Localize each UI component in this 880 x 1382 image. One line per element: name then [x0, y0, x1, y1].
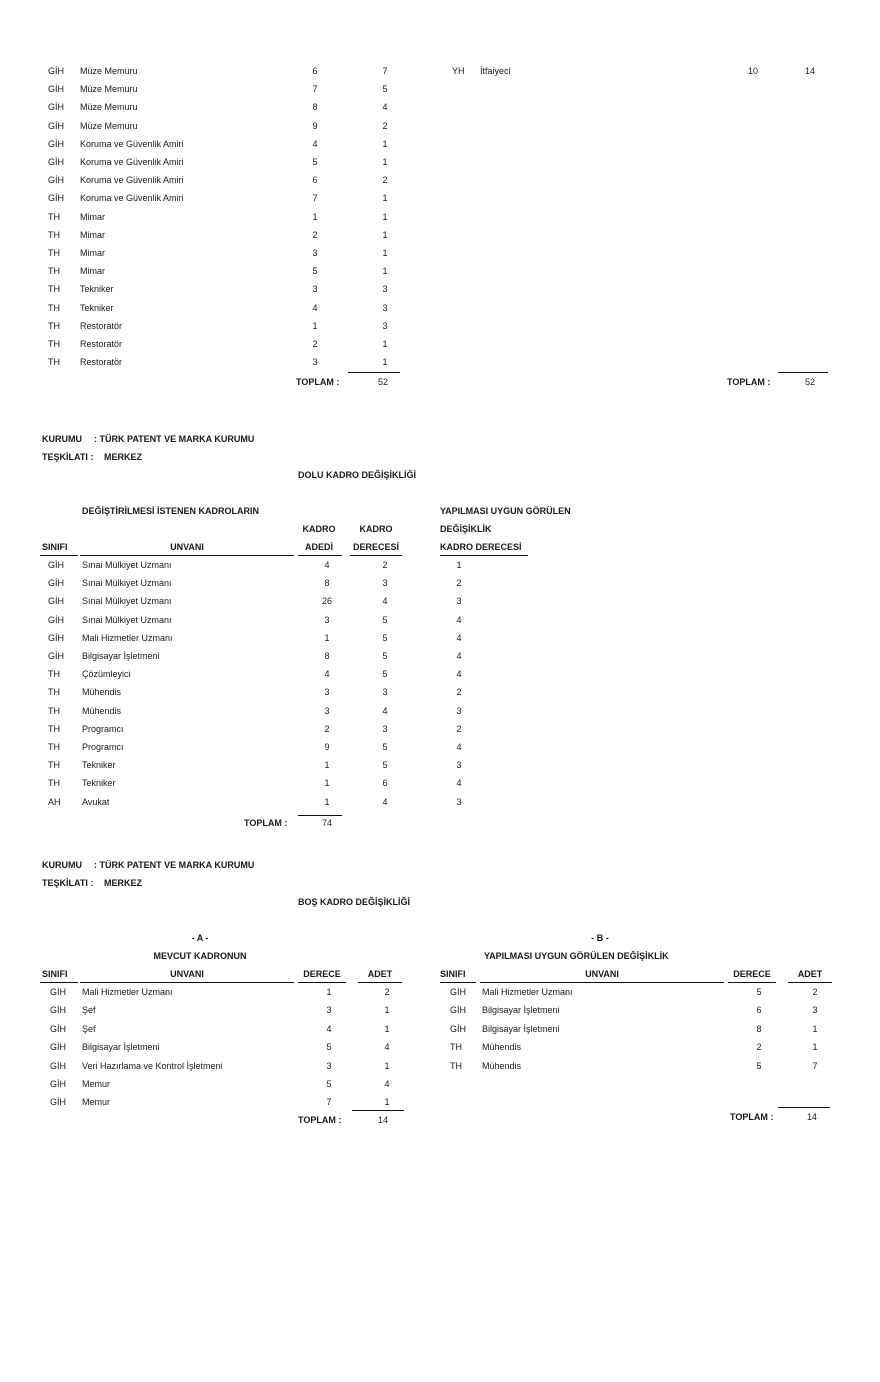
section2-total-label: TOPLAM : — [244, 818, 288, 828]
adedi-cell: 3 — [324, 614, 330, 625]
a-col-derece: DERECE — [303, 969, 341, 979]
derecesi-cell: 4 — [382, 705, 388, 716]
sinifi-cell: GİH — [48, 578, 65, 589]
unvani-cell: Mimar — [80, 229, 105, 240]
unvani-cell: Müze Memuru — [80, 66, 138, 76]
a-header-rule-adet — [358, 982, 402, 983]
unvani-cell: Tekniker — [82, 778, 116, 789]
unvani-cell: Mimar — [80, 266, 105, 277]
b-total-value: 14 — [806, 1112, 817, 1122]
new-derece-cell: 3 — [456, 705, 462, 716]
sinifi-cell: GİH — [50, 1079, 67, 1089]
derece-cell: 2 — [312, 339, 318, 349]
derecesi-cell: 5 — [382, 760, 388, 771]
derece-cell: 7 — [326, 1097, 332, 1108]
unvani-cell: Tekniker — [82, 760, 116, 771]
unvani-cell: Mali Hizmetler Uzmanı — [82, 987, 173, 997]
b-col-derece: DERECE — [733, 969, 771, 979]
derece-cell: 1 — [312, 320, 318, 331]
sinifi-cell: GİH — [48, 157, 65, 167]
derece-cell: 2 — [312, 229, 318, 240]
new-derece-cell: 4 — [456, 651, 462, 661]
b-col-adet: ADET — [797, 969, 823, 979]
unvani-cell: Müze Memuru — [80, 120, 138, 131]
adedi-cell: 1 — [324, 778, 330, 789]
col-kadro-1: KADRO — [302, 524, 336, 534]
a-col-sinifi: SINIFI — [42, 969, 68, 979]
derece-cell: 5 — [756, 1060, 762, 1071]
unvani-cell: Müze Memuru — [80, 84, 138, 95]
adet-cell: 1 — [382, 138, 388, 149]
derece-cell: 7 — [312, 84, 318, 95]
teskilati-value: MERKEZ — [104, 878, 142, 888]
unvani-cell: Memur — [82, 1079, 111, 1089]
sinifi-cell: TH — [450, 1042, 462, 1053]
adet-cell: 1 — [382, 339, 388, 349]
unvani-cell: Sınai Mülkiyet Uzmanı — [82, 578, 172, 589]
right-heading-line1: YAPILMASI UYGUN GÖRÜLEN — [440, 506, 571, 516]
derecesi-cell: 4 — [382, 796, 388, 807]
header-rule-unvani — [80, 555, 294, 556]
new-derece-cell: 1 — [456, 560, 462, 570]
col-kadro-2: KADRO — [359, 524, 393, 534]
sinifi-cell: TH — [48, 339, 60, 349]
sinifi-cell: TH — [48, 723, 60, 734]
unvani-cell: Programcı — [82, 723, 124, 734]
sinifi-cell: GİH — [48, 596, 65, 607]
unvani-cell: Bilgisayar İşletmeni — [482, 1005, 560, 1016]
header-rule-derecesi — [350, 555, 402, 556]
sinifi-cell: GİH — [50, 1023, 67, 1034]
kurumu-value: : TÜRK PATENT VE MARKA KURUMU — [94, 860, 255, 870]
header-rule-new-derece — [440, 555, 528, 556]
adedi-cell: 26 — [321, 596, 332, 607]
unvani-cell: Çözümleyici — [82, 669, 131, 680]
adedi-cell: 4 — [324, 669, 330, 680]
a-col-unvani: UNVANI — [170, 969, 204, 979]
derece-cell: 5 — [326, 1042, 332, 1053]
a-total-value: 14 — [377, 1115, 388, 1125]
b-col-unvani: UNVANI — [585, 969, 619, 979]
new-derece-cell: 2 — [456, 687, 462, 698]
sinifi-cell: TH — [48, 229, 60, 240]
col-adedi: ADEDİ — [304, 542, 333, 552]
new-derece-cell: 3 — [456, 596, 462, 607]
sinifi-cell: GİH — [48, 138, 65, 149]
derece-cell: 10 — [747, 66, 758, 76]
new-derece-cell: 3 — [456, 760, 462, 771]
adet-cell: 1 — [382, 193, 388, 204]
b-col-sinifi: SINIFI — [440, 969, 466, 979]
sinifi-cell: GİH — [48, 614, 65, 625]
section1-total-value-left: 52 — [377, 377, 388, 387]
b-header-rule-sinifi — [440, 982, 476, 983]
part-b-label: - B - — [591, 933, 609, 943]
new-derece-cell: 4 — [456, 742, 462, 752]
b-header-rule-unvani — [480, 982, 724, 983]
unvani-cell: Mali Hizmetler Uzmanı — [482, 987, 573, 997]
part-a-label: - A - — [191, 933, 209, 943]
derece-cell: 3 — [312, 357, 318, 368]
adedi-cell: 3 — [324, 687, 330, 698]
unvani-cell: Mühendis — [82, 687, 122, 698]
sinifi-cell: TH — [48, 778, 60, 789]
adet-cell: 2 — [382, 120, 388, 131]
sinifi-cell: GİH — [50, 1060, 67, 1071]
a-header-rule-sinifi — [40, 982, 78, 983]
sinifi-cell: GİH — [450, 987, 467, 997]
adet-cell: 5 — [382, 84, 388, 95]
derecesi-cell: 5 — [382, 651, 388, 661]
unvani-cell: Mali Hizmetler Uzmanı — [82, 632, 173, 643]
derecesi-cell: 3 — [382, 723, 388, 734]
kurumu-value: : TÜRK PATENT VE MARKA KURUMU — [94, 434, 255, 444]
derece-cell: 8 — [312, 102, 318, 113]
unvani-cell: Sınai Mülkiyet Uzmanı — [82, 614, 172, 625]
section1-total-rule-left — [348, 372, 400, 373]
sinifi-cell: GİH — [48, 102, 65, 113]
teskilati-value: MERKEZ — [104, 452, 142, 462]
section2-title: DOLU KADRO DEĞİŞİKLİĞİ — [298, 470, 417, 480]
derecesi-cell: 2 — [382, 560, 388, 570]
adedi-cell: 1 — [324, 632, 330, 643]
unvani-cell: Bilgisayar İşletmeni — [82, 1042, 160, 1053]
unvani-cell: Mühendis — [482, 1060, 522, 1071]
unvani-cell: Restoratör — [80, 357, 123, 368]
part-a-heading: MEVCUT KADRONUN — [153, 951, 247, 961]
unvani-cell: Bilgisayar İşletmeni — [482, 1023, 560, 1034]
unvani-cell: Programcı — [82, 742, 124, 752]
derece-cell: 5 — [312, 157, 318, 167]
unvani-cell: Mühendis — [82, 705, 122, 716]
col-derecesi: DERECESİ — [352, 542, 399, 552]
a-header-rule-unvani — [80, 982, 294, 983]
adet-cell: 1 — [382, 157, 388, 167]
derece-cell: 9 — [312, 120, 318, 131]
section1-total-value-right: 52 — [804, 377, 815, 387]
derece-cell: 1 — [326, 987, 332, 997]
b-header-rule-derece — [728, 982, 776, 983]
derece-cell: 8 — [756, 1023, 762, 1034]
sinifi-cell: TH — [48, 357, 60, 368]
teskilati-label: TEŞKİLATI : — [42, 878, 94, 888]
a-col-adet: ADET — [367, 969, 393, 979]
unvani-cell: Memur — [82, 1097, 111, 1108]
header-rule-adedi — [298, 555, 342, 556]
adet-cell: 1 — [384, 1005, 390, 1016]
sinifi-cell: TH — [48, 248, 60, 258]
derece-cell: 6 — [756, 1005, 762, 1016]
adet-cell: 2 — [382, 175, 388, 186]
derecesi-cell: 5 — [382, 742, 388, 752]
sinifi-cell: GİH — [50, 987, 67, 997]
unvani-cell: Koruma ve Güvenlik Amiri — [80, 157, 184, 167]
derece-cell: 5 — [312, 266, 318, 277]
adet-cell: 4 — [382, 102, 388, 113]
header-rule-sinifi — [40, 555, 78, 556]
adedi-cell: 8 — [324, 651, 330, 661]
adedi-cell: 1 — [324, 796, 330, 807]
adet-cell: 7 — [382, 66, 388, 76]
adet-cell: 1 — [384, 1097, 390, 1108]
kurumu-label: KURUMU — [42, 434, 82, 444]
new-derece-cell: 2 — [456, 578, 462, 589]
col-sinifi: SINIFI — [42, 542, 68, 552]
sinifi-cell: TH — [450, 1060, 462, 1071]
derece-cell: 1 — [312, 211, 318, 222]
sinifi-cell: TH — [48, 302, 60, 313]
new-derece-cell: 3 — [456, 796, 462, 807]
derecesi-cell: 5 — [382, 632, 388, 643]
new-derece-cell: 4 — [456, 669, 462, 680]
unvani-cell: Şef — [82, 1023, 96, 1034]
adet-cell: 14 — [804, 66, 815, 76]
unvani-cell: Mühendis — [482, 1042, 522, 1053]
kurumu-label: KURUMU — [42, 860, 82, 870]
derecesi-cell: 4 — [382, 596, 388, 607]
sinifi-cell: GİH — [48, 84, 65, 95]
new-derece-cell: 4 — [456, 778, 462, 789]
derece-cell: 5 — [756, 987, 762, 997]
adedi-cell: 2 — [324, 723, 330, 734]
derece-cell: 6 — [312, 66, 318, 76]
adet-cell: 3 — [382, 320, 388, 331]
sinifi-cell: GİH — [50, 1042, 67, 1053]
adet-cell: 3 — [382, 284, 388, 295]
unvani-cell: Avukat — [82, 796, 110, 807]
sinifi-cell: TH — [48, 284, 60, 295]
sinifi-cell: GİH — [48, 66, 65, 76]
sinifi-cell: YH — [452, 66, 465, 76]
a-header-rule-derece — [298, 982, 346, 983]
section1-total-label-left: TOPLAM : — [296, 377, 340, 387]
derece-cell: 3 — [326, 1060, 332, 1071]
adet-cell: 2 — [812, 987, 818, 997]
derecesi-cell: 5 — [382, 614, 388, 625]
unvani-cell: Restoratör — [80, 339, 123, 349]
adet-cell: 1 — [382, 211, 388, 222]
derecesi-cell: 3 — [382, 578, 388, 589]
unvani-cell: Bilgisayar İşletmeni — [82, 651, 160, 661]
a-total-rule — [352, 1110, 404, 1111]
b-header-rule-adet — [788, 982, 832, 983]
derece-cell: 2 — [756, 1042, 762, 1053]
section1-total-label-right: TOPLAM : — [727, 377, 771, 387]
unvani-cell: Sınai Mülkiyet Uzmanı — [82, 596, 172, 607]
derece-cell: 7 — [312, 193, 318, 204]
unvani-cell: Tekniker — [80, 302, 114, 313]
sinifi-cell: TH — [48, 266, 60, 277]
a-total-label: TOPLAM : — [298, 1115, 342, 1125]
unvani-cell: Müze Memuru — [80, 102, 138, 113]
derece-cell: 4 — [326, 1023, 332, 1034]
derece-cell: 4 — [312, 302, 318, 313]
adet-cell: 2 — [384, 987, 390, 997]
adet-cell: 1 — [382, 248, 388, 258]
sinifi-cell: TH — [48, 760, 60, 771]
derecesi-cell: 6 — [382, 778, 388, 789]
sinifi-cell: GİH — [450, 1023, 467, 1034]
adet-cell: 1 — [382, 357, 388, 368]
derecesi-cell: 5 — [382, 669, 388, 680]
sinifi-cell: TH — [48, 320, 60, 331]
derecesi-cell: 3 — [382, 687, 388, 698]
unvani-cell: Koruma ve Güvenlik Amiri — [80, 193, 184, 204]
section1-total-rule-right — [778, 372, 828, 373]
right-heading-line2: DEĞİŞİKLİK — [440, 524, 492, 534]
sinifi-cell: GİH — [48, 175, 65, 186]
new-derece-cell: 2 — [456, 723, 462, 734]
sinifi-cell: GİH — [450, 1005, 467, 1016]
unvani-cell: Restoratör — [80, 320, 123, 331]
unvani-cell: Mimar — [80, 248, 105, 258]
unvani-cell: İtfaiyeci — [480, 66, 511, 76]
adet-cell: 4 — [384, 1042, 390, 1053]
adet-cell: 1 — [384, 1060, 390, 1071]
sinifi-cell: GİH — [48, 651, 65, 661]
section2-total-value: 74 — [321, 818, 332, 828]
col-unvani: UNVANI — [170, 542, 204, 552]
unvani-cell: Veri Hazırlama ve Kontrol İşletmeni — [82, 1060, 223, 1071]
derece-cell: 6 — [312, 175, 318, 186]
part-b-heading: YAPILMASI UYGUN GÖRÜLEN DEĞİŞİKLİK — [484, 951, 669, 961]
derece-cell: 5 — [326, 1079, 332, 1089]
new-derece-cell: 4 — [456, 614, 462, 625]
sinifi-cell: GİH — [48, 560, 65, 570]
adet-cell: 1 — [382, 229, 388, 240]
sinifi-cell: AH — [48, 796, 61, 807]
adet-cell: 7 — [812, 1060, 818, 1071]
adedi-cell: 9 — [324, 742, 330, 752]
derece-cell: 3 — [312, 284, 318, 295]
sinifi-cell: TH — [48, 211, 60, 222]
sinifi-cell: GİH — [48, 193, 65, 204]
derece-cell: 3 — [312, 248, 318, 258]
sinifi-cell: TH — [48, 687, 60, 698]
adedi-cell: 4 — [324, 560, 330, 570]
sinifi-cell: GİH — [50, 1005, 67, 1016]
derece-cell: 4 — [312, 138, 318, 149]
sinifi-cell: GİH — [48, 632, 65, 643]
sinifi-cell: GİH — [48, 120, 65, 131]
unvani-cell: Tekniker — [80, 284, 114, 295]
sinifi-cell: GİH — [50, 1097, 67, 1108]
adet-cell: 1 — [384, 1023, 390, 1034]
derece-cell: 3 — [326, 1005, 332, 1016]
section3-title: BOŞ KADRO DEĞİŞİKLİĞİ — [298, 897, 411, 907]
unvani-cell: Şef — [82, 1005, 96, 1016]
b-total-label: TOPLAM : — [730, 1112, 774, 1122]
unvani-cell: Sınai Mülkiyet Uzmanı — [82, 560, 172, 570]
unvani-cell: Koruma ve Güvenlik Amiri — [80, 175, 184, 186]
adet-cell: 3 — [812, 1005, 818, 1016]
col-new-derece: KADRO DERECESİ — [440, 542, 522, 552]
unvani-cell: Koruma ve Güvenlik Amiri — [80, 138, 184, 149]
adet-cell: 1 — [812, 1023, 818, 1034]
b-total-rule — [778, 1107, 830, 1108]
new-derece-cell: 4 — [456, 632, 462, 643]
teskilati-label: TEŞKİLATI : — [42, 452, 94, 462]
adedi-cell: 3 — [324, 705, 330, 716]
left-heading: DEĞİŞTİRİLMESİ İSTENEN KADROLARIN — [82, 506, 260, 516]
section2-total-rule — [298, 815, 342, 816]
adedi-cell: 1 — [324, 760, 330, 771]
adedi-cell: 8 — [324, 578, 330, 589]
sinifi-cell: TH — [48, 742, 60, 752]
sinifi-cell: TH — [48, 705, 60, 716]
adet-cell: 4 — [384, 1079, 390, 1089]
adet-cell: 3 — [382, 302, 388, 313]
unvani-cell: Mimar — [80, 211, 105, 222]
adet-cell: 1 — [812, 1042, 818, 1053]
adet-cell: 1 — [382, 266, 388, 277]
sinifi-cell: TH — [48, 669, 60, 680]
